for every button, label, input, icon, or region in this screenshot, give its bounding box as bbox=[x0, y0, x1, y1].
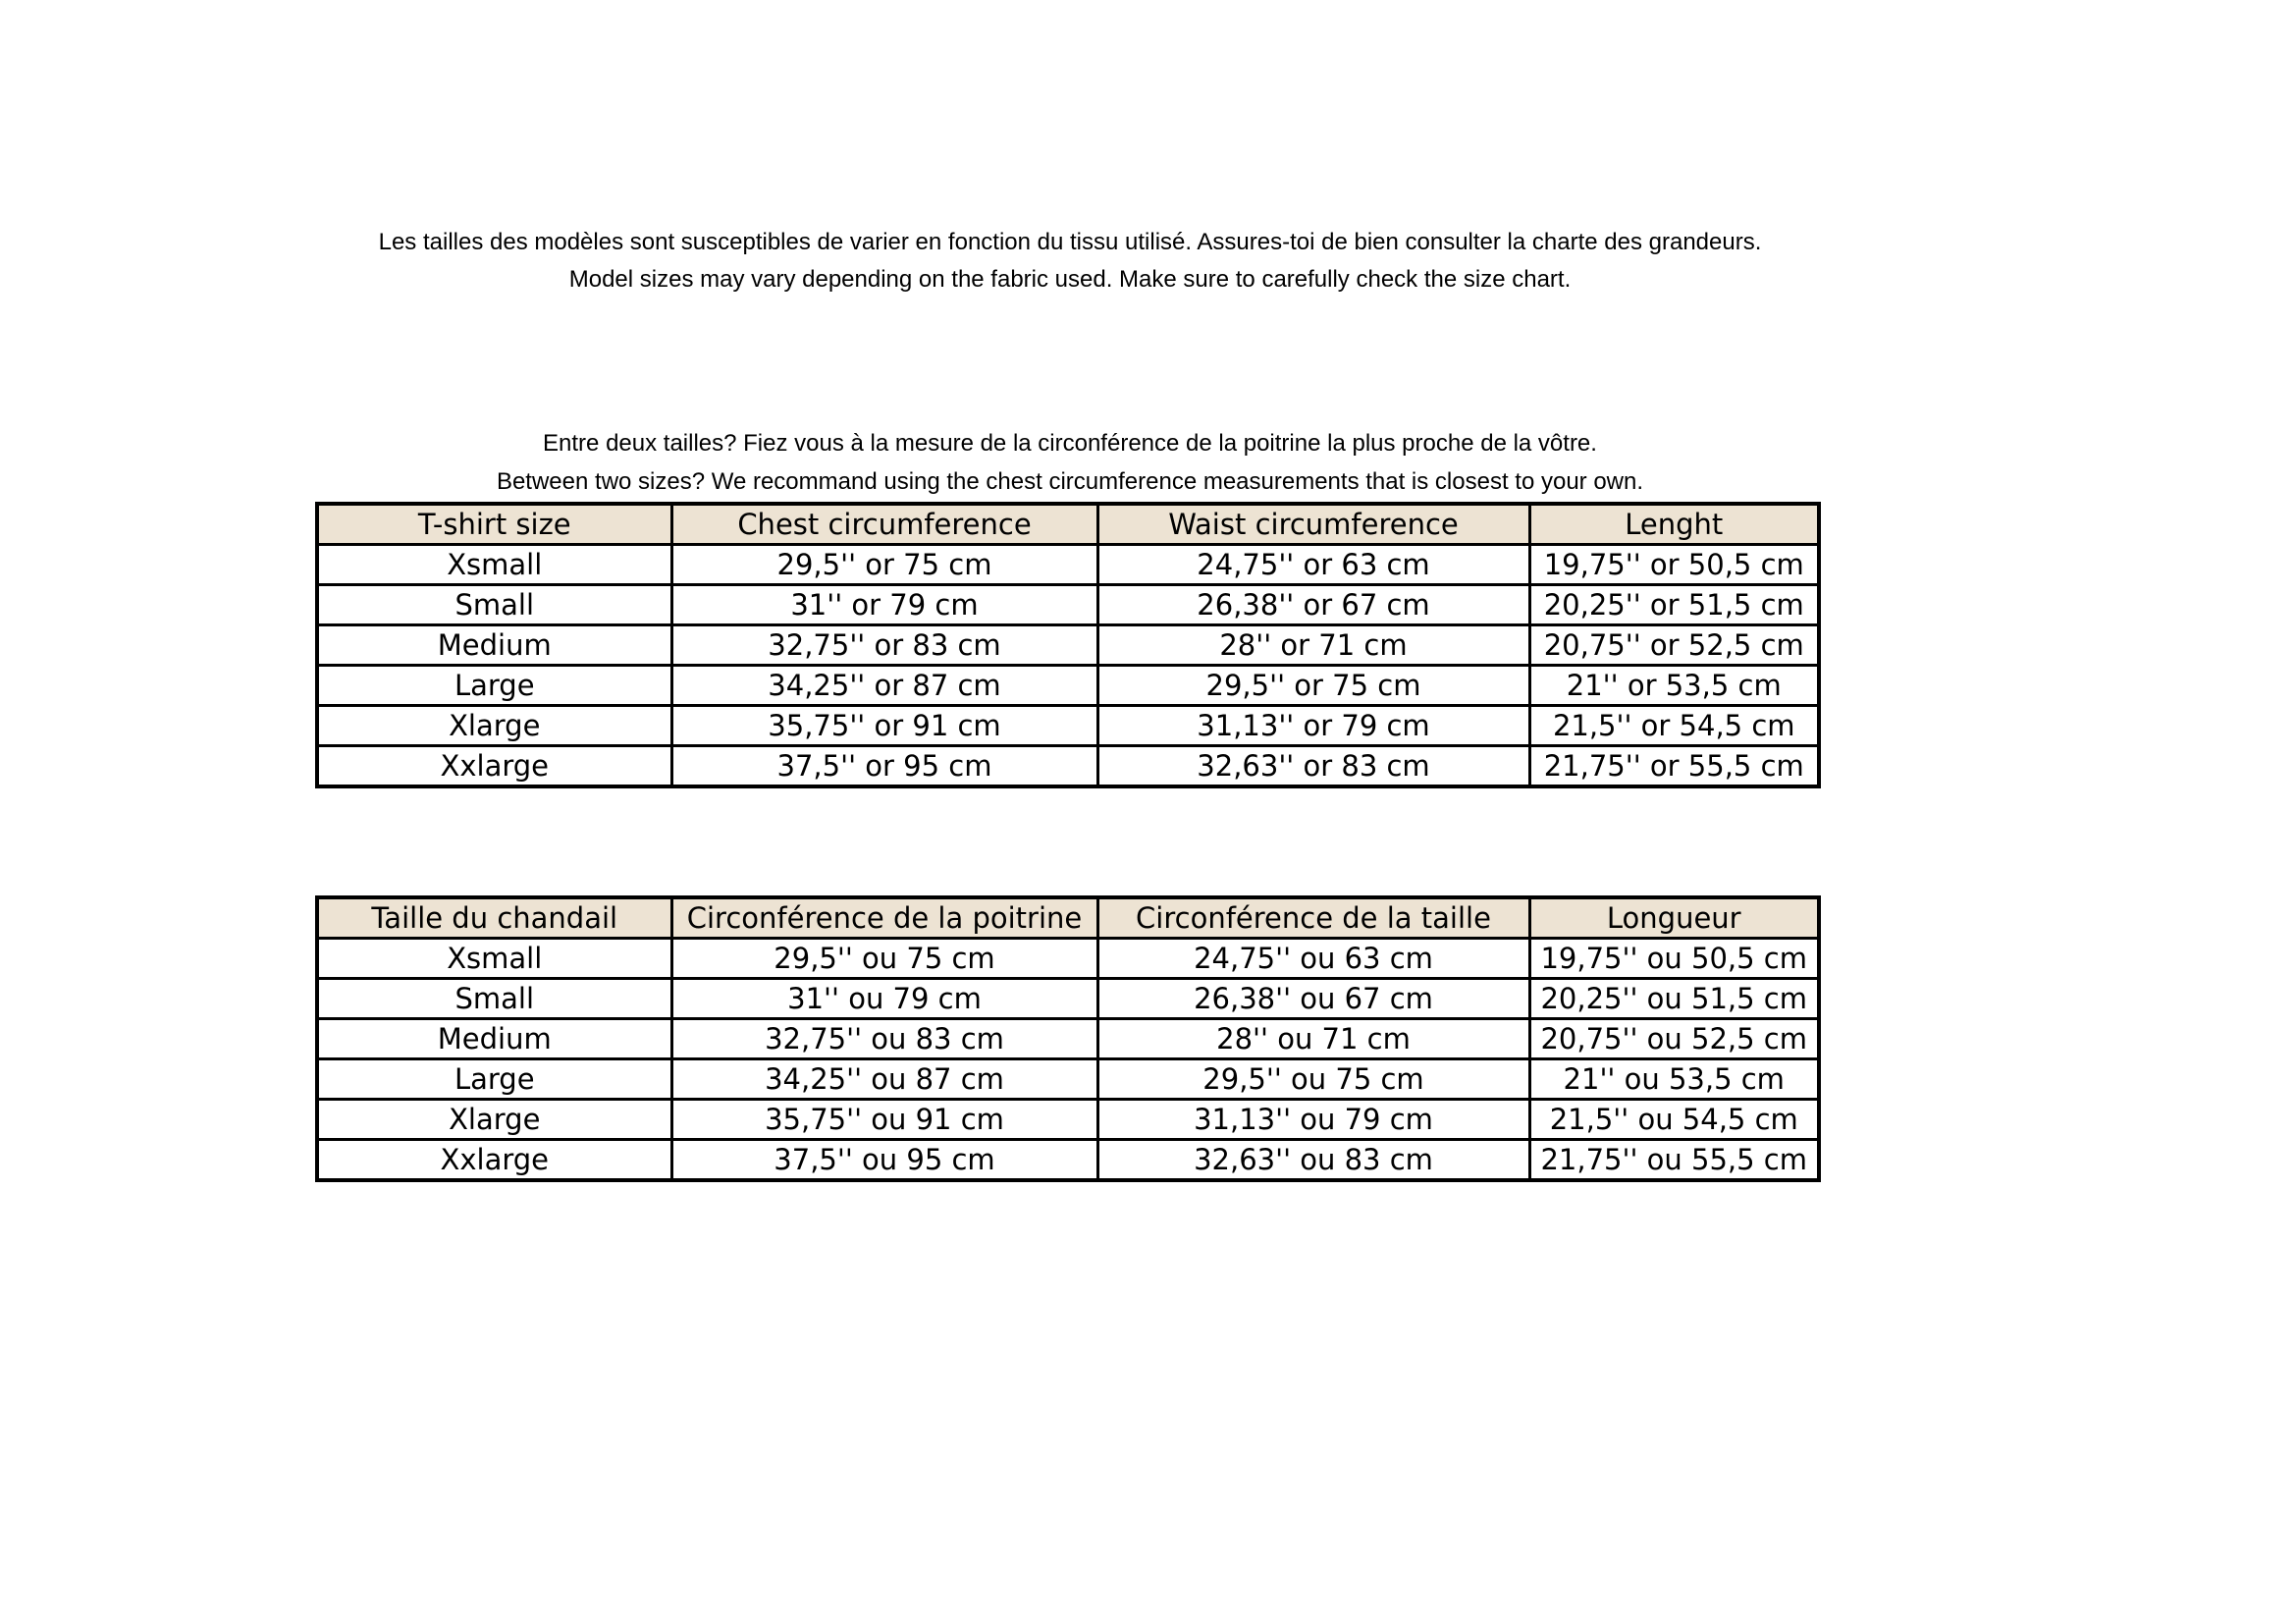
cell-size: Xlarge bbox=[317, 706, 671, 746]
table-row bbox=[317, 746, 1819, 787]
cell-size: Medium bbox=[317, 1019, 671, 1059]
table-row bbox=[317, 585, 1819, 625]
cell-size: Large bbox=[317, 1059, 671, 1100]
table-row bbox=[317, 666, 1819, 706]
header-length: Lenght bbox=[1529, 504, 1819, 545]
cell-size: Small bbox=[317, 979, 671, 1019]
cell-length: 21,5'' or 54,5 cm bbox=[1529, 706, 1819, 746]
cell-chest: 37,5'' or 95 cm bbox=[671, 746, 1097, 787]
table-row bbox=[317, 1019, 1819, 1059]
cell-chest: 29,5'' ou 75 cm bbox=[671, 939, 1097, 979]
cell-chest: 32,75'' or 83 cm bbox=[671, 625, 1097, 666]
cell-length: 21'' ou 53,5 cm bbox=[1529, 1059, 1819, 1100]
table-row bbox=[317, 1059, 1819, 1100]
cell-waist: 24,75'' or 63 cm bbox=[1097, 545, 1529, 585]
cell-length: 21,5'' ou 54,5 cm bbox=[1529, 1100, 1819, 1140]
table-row bbox=[317, 545, 1819, 585]
table-header-row bbox=[317, 504, 1819, 545]
header-size: T-shirt size bbox=[317, 504, 671, 545]
table-header-row bbox=[317, 897, 1819, 939]
table-row bbox=[317, 1100, 1819, 1140]
cell-length: 19,75'' or 50,5 cm bbox=[1529, 545, 1819, 585]
cell-length: 21,75'' or 55,5 cm bbox=[1529, 746, 1819, 787]
table-row bbox=[317, 939, 1819, 979]
cell-length: 20,25'' or 51,5 cm bbox=[1529, 585, 1819, 625]
cell-length: 21'' or 53,5 cm bbox=[1529, 666, 1819, 706]
cell-length: 20,25'' ou 51,5 cm bbox=[1529, 979, 1819, 1019]
cell-chest: 35,75'' or 91 cm bbox=[671, 706, 1097, 746]
table-row bbox=[317, 706, 1819, 746]
cell-size: Xxlarge bbox=[317, 746, 671, 787]
cell-size: Xsmall bbox=[317, 939, 671, 979]
cell-size: Xxlarge bbox=[317, 1140, 671, 1181]
cell-chest: 34,25'' or 87 cm bbox=[671, 666, 1097, 706]
cell-length: 20,75'' or 52,5 cm bbox=[1529, 625, 1819, 666]
intro-note-fr: Les tailles des modèles sont susceptibles de varier en fonction du tissu utilisé. Assures-toi de bien consulter la charte des grandeurs. bbox=[378, 229, 1762, 255]
table-row bbox=[317, 979, 1819, 1019]
cell-length: 19,75'' ou 50,5 cm bbox=[1529, 939, 1819, 979]
header-chest: Chest circumference bbox=[671, 504, 1097, 545]
cell-waist: 29,5'' ou 75 cm bbox=[1097, 1059, 1529, 1100]
cell-chest: 31'' or 79 cm bbox=[671, 585, 1097, 625]
cell-waist: 26,38'' or 67 cm bbox=[1097, 585, 1529, 625]
cell-waist: 29,5'' or 75 cm bbox=[1097, 666, 1529, 706]
cell-waist: 31,13'' or 79 cm bbox=[1097, 706, 1529, 746]
cell-waist: 24,75'' ou 63 cm bbox=[1097, 939, 1529, 979]
header-waist: Waist circumference bbox=[1097, 504, 1529, 545]
cell-size: Medium bbox=[317, 625, 671, 666]
cell-waist: 32,63'' or 83 cm bbox=[1097, 746, 1529, 787]
cell-chest: 32,75'' ou 83 cm bbox=[671, 1019, 1097, 1059]
size-table-en bbox=[315, 502, 1821, 788]
size-table-fr bbox=[315, 895, 1821, 1182]
cell-chest: 31'' ou 79 cm bbox=[671, 979, 1097, 1019]
cell-chest: 29,5'' or 75 cm bbox=[671, 545, 1097, 585]
cell-waist: 28'' or 71 cm bbox=[1097, 625, 1529, 666]
between-sizes-note-fr: Entre deux tailles? Fiez vous à la mesure de la circonférence de la poitrine la plus proche de la vôtre. bbox=[543, 430, 1597, 457]
cell-waist: 31,13'' ou 79 cm bbox=[1097, 1100, 1529, 1140]
header-size: Taille du chandail bbox=[317, 897, 671, 939]
cell-waist: 28'' ou 71 cm bbox=[1097, 1019, 1529, 1059]
table-row bbox=[317, 625, 1819, 666]
cell-length: 21,75'' ou 55,5 cm bbox=[1529, 1140, 1819, 1181]
intro-note-en: Model sizes may vary depending on the fabric used. Make sure to carefully check the size chart. bbox=[568, 266, 1572, 293]
cell-length: 20,75'' ou 52,5 cm bbox=[1529, 1019, 1819, 1059]
header-waist: Circonférence de la taille bbox=[1097, 897, 1529, 939]
cell-size: Small bbox=[317, 585, 671, 625]
table-row bbox=[317, 1140, 1819, 1181]
cell-size: Large bbox=[317, 666, 671, 706]
header-length: Longueur bbox=[1529, 897, 1819, 939]
cell-chest: 34,25'' ou 87 cm bbox=[671, 1059, 1097, 1100]
between-sizes-note-en: Between two sizes? We recommand using the chest circumference measurements that is closest to your own. bbox=[496, 468, 1644, 495]
cell-waist: 26,38'' ou 67 cm bbox=[1097, 979, 1529, 1019]
cell-size: Xlarge bbox=[317, 1100, 671, 1140]
cell-chest: 37,5'' ou 95 cm bbox=[671, 1140, 1097, 1181]
cell-waist: 32,63'' ou 83 cm bbox=[1097, 1140, 1529, 1181]
header-chest: Circonférence de la poitrine bbox=[671, 897, 1097, 939]
cell-chest: 35,75'' ou 91 cm bbox=[671, 1100, 1097, 1140]
cell-size: Xsmall bbox=[317, 545, 671, 585]
